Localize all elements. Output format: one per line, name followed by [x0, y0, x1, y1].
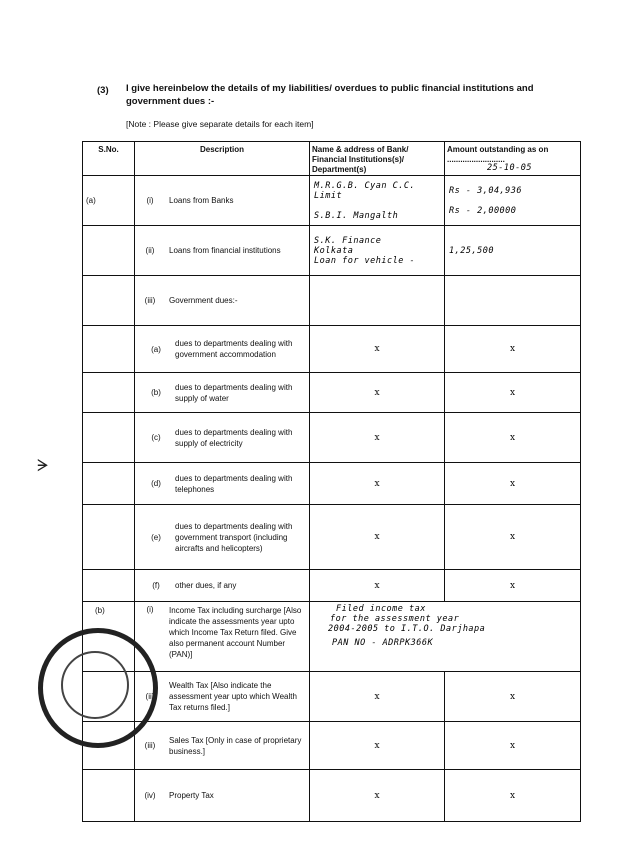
loans-fin-bank-line3: Loan for vehicle -	[314, 255, 416, 266]
tax-item-amount-mark: x	[445, 722, 581, 770]
govt-item-amount-mark: x	[445, 570, 581, 602]
table-row	[83, 722, 581, 770]
loans-fin-text: Loans from financial institutions	[169, 246, 281, 255]
scan-mark: ᗒ	[37, 458, 49, 475]
loans-banks-amount-line1: Rs - 3,04,936	[449, 185, 523, 196]
tax-item-num: (iii)	[144, 741, 156, 750]
govt-item-text: other dues, if any	[175, 581, 237, 590]
table-row	[83, 373, 581, 413]
govt-item-amount-mark: x	[445, 505, 581, 570]
table-row	[83, 463, 581, 505]
tax-item-text: Property Tax	[169, 791, 214, 800]
govt-item-letter: (b)	[151, 388, 161, 397]
header-bank: Name & address of Bank/ Financial Institutions(s)/ Department(s)	[310, 142, 445, 176]
income-tax-note-line1: Filed income tax	[336, 604, 426, 614]
govt-item-bank-mark: x	[310, 326, 445, 373]
header-amount-label: Amount outstanding as on ..........................	[447, 145, 549, 164]
govt-item-text: dues to departments dealing with supply of electricity	[175, 427, 293, 448]
govt-item-amount-mark: x	[445, 413, 581, 463]
liabilities-table	[82, 141, 581, 822]
header-sno: S.No.	[83, 142, 135, 176]
table-row	[83, 326, 581, 373]
tax-item-bank-mark: x	[310, 672, 445, 722]
intro-number: (3)	[97, 85, 109, 96]
loans-fin-amount	[445, 226, 581, 276]
govt-item-bank-mark: x	[310, 570, 445, 602]
govt-dues-text: Government dues:-	[169, 296, 238, 305]
loans-banks-bank-line2: S.B.I. Mangalth	[314, 210, 399, 221]
govt-item-bank-mark: x	[310, 413, 445, 463]
govt-dues-cell	[135, 276, 310, 326]
loans-banks-num: (i)	[146, 196, 154, 205]
loans-fin-bank-line2: Kolkata	[314, 245, 354, 256]
govt-item-text: dues to departments dealing with government accommodation	[175, 339, 293, 359]
table-header-row	[83, 142, 581, 176]
govt-item-amount-mark: x	[445, 373, 581, 413]
table-row	[83, 570, 581, 602]
loans-banks-text: Loans from Banks	[169, 196, 234, 205]
stamp-inner-ring	[61, 651, 129, 719]
tax-item-text: Sales Tax [Only in case of proprietary business.]	[169, 735, 302, 756]
header-description: Description	[135, 142, 310, 176]
govt-item-bank-mark: x	[310, 373, 445, 413]
table-row	[83, 505, 581, 570]
tax-item-num: (iv)	[144, 791, 156, 800]
tax-item-num: (ii)	[145, 692, 155, 701]
loans-banks-amount	[445, 176, 581, 226]
govt-item-bank-mark: x	[310, 505, 445, 570]
table-row	[83, 276, 581, 326]
income-tax-note-line4: PAN NO - ADRPK366K	[332, 638, 434, 648]
govt-item-letter: (a)	[151, 344, 161, 354]
govt-item-letter: (c)	[151, 433, 161, 442]
govt-item-bank-mark: x	[310, 463, 445, 505]
govt-item-text: dues to departments dealing with supply of water	[175, 382, 293, 403]
govt-dues-num: (iii)	[144, 296, 156, 305]
govt-item-text: dues to departments dealing with government transport (including aircrafts and helicopters)	[175, 521, 293, 553]
govt-item-letter: (d)	[151, 479, 161, 488]
table-row	[83, 413, 581, 463]
loans-banks-amount-line2: Rs - 2,00000	[449, 205, 517, 216]
loans-fin-bank	[310, 226, 445, 276]
tax-item-amount-mark: x	[445, 770, 581, 822]
loans-banks-bank-line1: M.R.G.B. Cyan C.C. Limit	[314, 180, 416, 201]
govt-item-amount-mark: x	[445, 463, 581, 505]
loans-banks-bank	[310, 176, 445, 226]
govt-item-text: dues to departments dealing with telephones	[175, 473, 293, 494]
section-b-label: (b)	[83, 602, 135, 672]
income-tax-note	[310, 602, 581, 672]
intro-note: [Note : Please give separate details for each item]	[126, 119, 314, 129]
header-amount-date: 25-10-05	[487, 163, 532, 173]
loans-fin-bank-line1: S.K. Finance	[314, 235, 382, 246]
section-a-label: (a)	[83, 176, 135, 226]
tax-item-bank-mark: x	[310, 770, 445, 822]
header-amount	[445, 142, 581, 176]
intro-text: I give hereinbelow the details of my liabilities/ overdues to public financial institutions and government dues :-	[126, 83, 534, 107]
tax-item-text: Income Tax including surcharge [Also indicate the assessments year upto which Income Tax Return filed. Give also permanent account Number (PAN)]	[169, 606, 302, 659]
table-row	[83, 602, 581, 672]
income-tax-note-line3: 2004-2005 to I.T.O. Darjhapa	[328, 624, 486, 634]
govt-item-letter: (f)	[152, 581, 160, 590]
loans-fin-cell	[135, 226, 310, 276]
tax-item-text: Wealth Tax [Also indicate the assessment year upto which Wealth Tax returns filed.]	[169, 681, 297, 712]
table-row	[83, 176, 581, 226]
tax-item-amount-mark: x	[445, 672, 581, 722]
tax-item-bank-mark: x	[310, 722, 445, 770]
official-stamp	[38, 628, 158, 748]
tax-item-num: (i)	[146, 605, 154, 614]
loans-fin-num: (ii)	[145, 246, 155, 255]
govt-item-letter: (e)	[151, 532, 161, 542]
table-row	[83, 226, 581, 276]
income-tax-note-line2: for the assessment year	[330, 614, 460, 624]
table-row	[83, 770, 581, 822]
loans-banks-cell	[135, 176, 310, 226]
govt-item-amount-mark: x	[445, 326, 581, 373]
loans-fin-amount-value: 1,25,500	[449, 245, 494, 256]
